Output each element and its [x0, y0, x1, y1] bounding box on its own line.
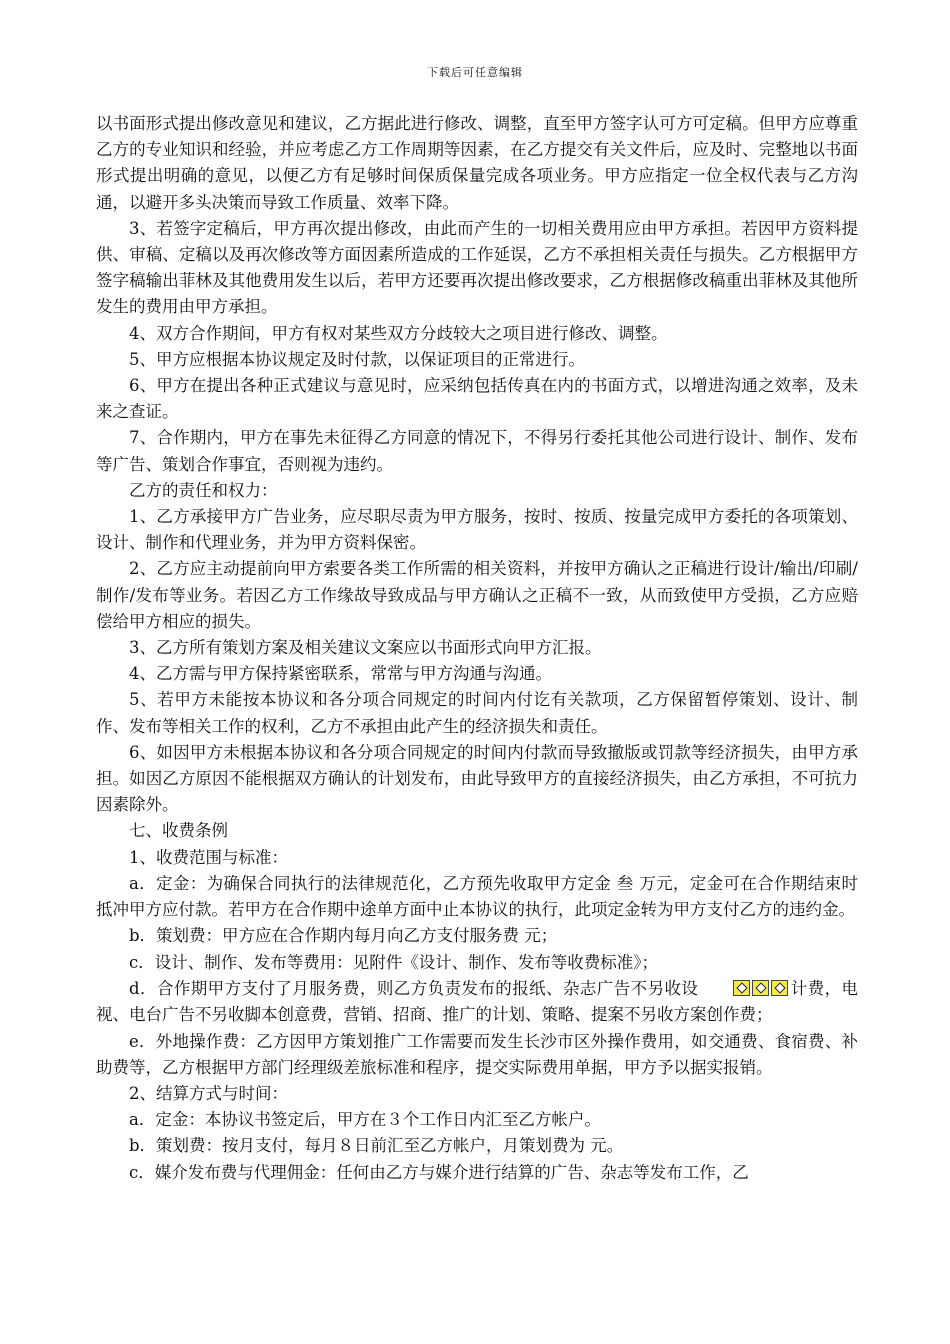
paragraph: [96, 976, 858, 1029]
paragraph: 以书面形式提出修改意见和建议，乙方据此进行修改、调整，直至甲方签字认可方可定稿。但甲方应尊重乙方的专业知识和经验，并应考虑乙方工作周期等因素，在乙方提交有关文件后，应及时、完整地以书面形式提出明确的意见，以便乙方有足够时间保质保量完成各项业务。甲方应指定一位全权代表与乙方沟通，以避开多头决策而导致工作质量、效率下降。: [96, 114, 858, 212]
paragraph: 3、若签字定稿后，甲方再次提出修改，由此而产生的一切相关费用应由甲方承担。若因甲方资料提供、审稿、定稿以及再次修改等方面因素所造成的工作延误，乙方不承担相关责任与损失。乙方根据甲方签字稿输出菲林及其他费用发生以后，若甲方还要再次提出修改要求，乙方根据修改稿重出菲林及其他所发生的费用由甲方承担。: [96, 218, 858, 317]
paragraph: 2、乙方应主动提前向甲方索要各类工作所需的相关资料，并按甲方确认之正稿进行设计/输出/印刷/制作/发布等业务。若因乙方工作缘故导致成品与甲方确认之正稿不一致，从而致使甲方受损，乙方应赔偿给甲方相应的损失。: [96, 559, 858, 631]
paragraph: 7、合作期内，甲方在事先未征得乙方同意的情况下，不得另行委托其他公司进行设计、制作、发布等广告、策划合作事宜，否则视为违约。: [96, 428, 858, 474]
page-header: 下载后可任意编辑: [427, 66, 523, 79]
paragraph: e．外地操作费：乙方因甲方策划推广工作需要而发生长沙市区外操作费用，如交通费、食宿费、补助费等，乙方根据甲方部门经理级差旅标准和程序，提交实际费用单据，甲方予以据实报销。: [96, 1031, 858, 1077]
paragraph-text-before: d．合作期甲方支付了月服务费，则乙方负责发布的报纸、杂志广告不另收设: [129, 978, 699, 998]
diamond-symbol-icon: [733, 980, 750, 996]
paragraph: c．媒介发布费与代理佣金：任何由乙方与媒介进行结算的广告、杂志等发布工作，乙: [129, 1162, 749, 1182]
paragraph: a．定金：为确保合同执行的法律规范化，乙方预先收取甲方定金 叁 万元，定金可在合作期结束时抵冲甲方应付款。若甲方在合作期中途单方面中止本协议的执行，此项定金转为甲方支付乙方的违约金。: [96, 873, 858, 920]
section-heading: 七、收费条例: [129, 821, 228, 841]
document-body: [96, 111, 858, 1186]
paragraph: 6、如因甲方未根据本协议和各分项合同规定的时间内付款而导致撤版或罚款等经济损失，由甲方承担。如因乙方原因不能根据双方确认的计划发布，由此导致甲方的直接经济损失，由乙方承担，不可抗力因素除外。: [96, 742, 858, 815]
paragraph: b．策划费：按月支付，每月８日前汇至乙方帐户，月策划费为 元。: [129, 1136, 624, 1156]
paragraph: a．定金：本协议书签定后，甲方在３个工作日内汇至乙方帐户。: [129, 1110, 601, 1130]
section-heading: 乙方的责任和权力：: [129, 480, 278, 500]
paragraph: 5、若甲方未能按本协议和各分项合同规定的时间内付讫有关款项，乙方保留暂停策划、设计、制作、发布等相关工作的权利，乙方不承担由此产生的经济损失和责任。: [96, 690, 858, 736]
diamond-symbol-icon: [771, 980, 788, 996]
paragraph: b．策划费：甲方应在合作期内每月向乙方支付服务费 元；: [129, 926, 558, 946]
paragraph: 3、乙方所有策划方案及相关建议文案应以书面形式向甲方汇报。: [129, 638, 602, 658]
sub-heading: 1、收费范围与标准：: [129, 847, 288, 867]
sub-heading: 2、结算方式与时间：: [129, 1083, 288, 1103]
paragraph: 5、甲方应根据本协议规定及时付款，以保证项目的正常进行。: [129, 349, 585, 369]
paragraph: 6、甲方在提出各种正式建议与意见时，应采纳包括传真在内的书面方式，以增进沟通之效率，及未来之查证。: [96, 376, 858, 422]
paragraph: 1、乙方承接甲方广告业务，应尽职尽责为甲方服务，按时、按质、按量完成甲方委托的各项策划、设计、制作和代理业务，并为甲方资料保密。: [96, 507, 858, 553]
placeholder-symbols: [700, 976, 790, 1002]
diamond-symbol-icon: [752, 980, 769, 996]
paragraph: c．设计、制作、发布等费用：见附件《设计、制作、发布等收费标准》；: [129, 952, 658, 972]
paragraph-text-after: 计费，电视、电台广告不另收脚本创意费，营销、招商、推广的计划、策略、提案不另收方案创作费；: [96, 978, 859, 1025]
paragraph: 4、双方合作期间，甲方有权对某些双方分歧较大之项目进行修改、调整。: [129, 323, 668, 343]
paragraph: 4、乙方需与甲方保持紧密联系，常常与甲方沟通与沟通。: [129, 664, 552, 684]
